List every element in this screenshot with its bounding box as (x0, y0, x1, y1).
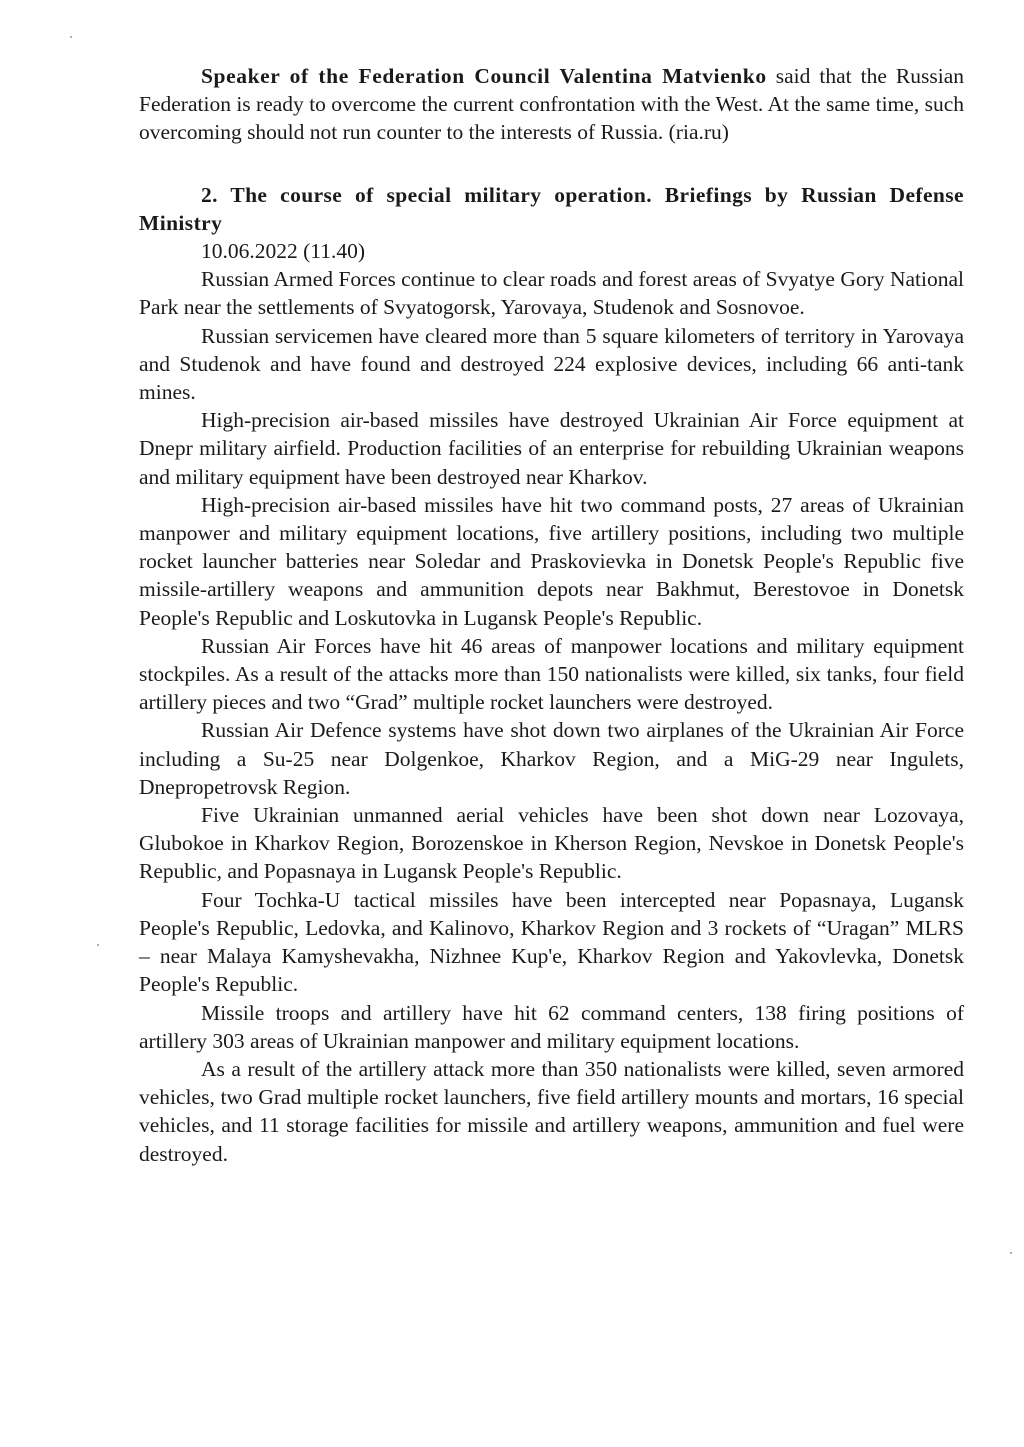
body-paragraph: High-precision air-based missiles have destroyed Ukrainian Air Force equipment at Dnepr military airfield. Production facilities of an enterprise for rebuilding Ukrainian weapons and military equipment have been destroyed near Kharkov. (139, 408, 964, 489)
scan-speck (1010, 1252, 1012, 1254)
scan-speck (70, 36, 72, 38)
scan-speck (97, 944, 99, 946)
body-paragraph: Five Ukrainian unmanned aerial vehicles have been shot down near Lozovaya, Glubokoe in Kharkov Region, Borozenskoe in Kherson Region, Nevskoe in Donetsk People's Republic, and Popasnaya in Lugansk People's Republic. (139, 803, 964, 884)
body-paragraph: Four Tochka-U tactical missiles have been intercepted near Popasnaya, Lugansk People's Republic, Ledovka, and Kalinovo, Kharkov Region and 3 rockets of “Uragan” MLRS – near Malaya Kamyshevakha, Nizhnee Kup'e, Kharkov Region and Yakovlevka, Donetsk People's Republic. (139, 887, 964, 997)
body-paragraph: Russian Air Defence systems have shot down two airplanes of the Ukrainian Air Force including a Su-25 near Dolgenkoe, Kharkov Region, and a MiG-29 near Ingulets, Dnepropetrovsk Region. (139, 718, 964, 799)
intro-text: said that the Russian Federation is ready to overcome the current confrontation with the West. At the same time, such overcoming should not run counter to the interests of Russia. (ria.ru) (139, 64, 964, 145)
briefing-date: 10.06.2022 (11.40) (201, 239, 366, 264)
body-paragraph: Russian Air Forces have hit 46 areas of manpower locations and military equipment stockpiles. As a result of the attacks more than 150 nationalists were killed, six tanks, four field artillery pieces and two “Grad” multiple rocket launchers were destroyed. (139, 633, 964, 715)
body-paragraph: High-precision air-based missiles have hit two command posts, 27 areas of Ukrainian manpower and military equipment locations, five artillery positions, including two multiple rocket launcher batteries near Soledar and Praskovievka in Donetsk People's Republic five missile-artillery weapons and ammunition depots near Bakhmut, Berestovoe in Donetsk People's Republic and Loskutovka in Lugansk People's Republic. (139, 492, 964, 630)
body-paragraph: Russian servicemen have cleared more than 5 square kilometers of territory in Yarovaya and Studenok and have found and destroyed 224 explosive devices, including 66 anti-tank mines. (139, 323, 964, 405)
section-heading: 2. The course of special military operation. Briefings by Russian Defense Ministry (139, 182, 964, 235)
body-paragraph: Russian Armed Forces continue to clear roads and forest areas of Svyatye Gory National Park near the settlements of Svyatogorsk, Yarovaya, Studenok and Sosnovoe. (139, 267, 964, 320)
body-paragraph: As a result of the artillery attack more than 350 nationalists were killed, seven armored vehicles, two Grad multiple rocket launchers, five field artillery mounts and mortars, 16 special vehicles, and 11 storage facilities for missile and artillery weapons, ammunition and fuel were destroyed. (139, 1056, 964, 1166)
intro-paragraph (139, 62, 964, 147)
body-paragraph: Missile troops and artillery have hit 62 command centers, 138 firing positions of artillery 303 areas of Ukrainian manpower and military equipment locations. (139, 1000, 964, 1053)
intro-bold-lead: Speaker of the Federation Council Valentina Matvienko (201, 64, 767, 88)
